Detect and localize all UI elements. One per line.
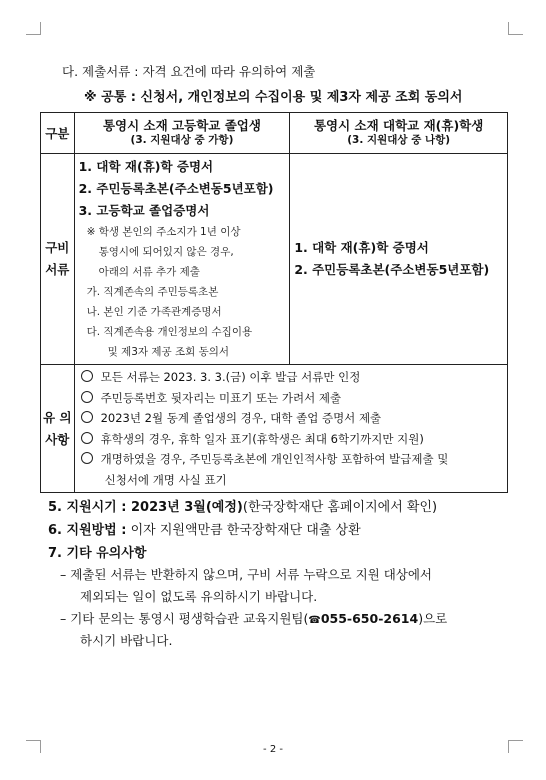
detail-1-line-2: 제외되는 일이 없도록 유의하시기 바랍니다. xyxy=(80,589,318,604)
header-category: 구분 xyxy=(41,113,75,154)
header-highschool-grads xyxy=(74,113,290,154)
doc-sub-item: 가. 직계존속의 주민등록초본 xyxy=(86,286,219,298)
table-header-row xyxy=(41,113,508,154)
circle-bullet-icon xyxy=(81,452,93,464)
doc-note-line: 아래의 서류 추가 제출 xyxy=(98,266,200,278)
section-6-text: 이자 지원액만큼 한국장학재단 대출 상환 xyxy=(130,523,361,538)
notes-label-line2: 사항 xyxy=(45,431,70,447)
doc-item: 1. 대학 재(휴)학 증명서 xyxy=(294,240,429,255)
doc-item: 2. 주민등록초본(주소변동5년포함) xyxy=(78,181,274,196)
doc-note-line: ※ 학생 본인의 주소지가 1년 이상 xyxy=(86,226,241,238)
circle-bullet-icon xyxy=(81,411,93,423)
note-item xyxy=(75,367,507,388)
note-continuation: 신청서에 개명 사실 표기 xyxy=(104,472,227,487)
note-text: 개명하였을 경우, 주민등록초본에 개인인적사항 포함하여 발급제출 및 xyxy=(100,452,449,466)
required-docs-label-line1: 구비 xyxy=(45,240,70,255)
crop-mark-top-left xyxy=(26,22,41,35)
required-docs-label-line2: 서류 xyxy=(45,262,70,277)
section-5-label: 5. 지원시기 : 2023년 3월(예정) xyxy=(48,500,243,515)
detail-1-line-1: – 제출된 서류는 반환하지 않으며, 구비 서류 누락으로 지원 대상에서 xyxy=(60,567,433,582)
highschool-docs-cell xyxy=(74,154,290,365)
university-docs-cell xyxy=(290,154,508,365)
doc-sub-item: 다. 직계존속용 개인정보의 수집이용 xyxy=(86,326,253,338)
section-5-support-timing xyxy=(48,496,437,515)
header-university-students xyxy=(290,113,508,154)
notes-row xyxy=(41,365,508,493)
doc-item: 1. 대학 재(휴)학 증명서 xyxy=(78,159,214,174)
detail-2-suffix: )으로 xyxy=(418,611,448,626)
section-6-support-method xyxy=(48,519,361,538)
contact-phone-number: 055-650-2614 xyxy=(320,611,419,626)
doc-note-line: 통영시에 되어있지 않은 경우, xyxy=(98,246,234,258)
section-6-label: 6. 지원방법 : xyxy=(48,523,127,538)
note-text: 모든 서류는 2023. 3. 3.(금) 이후 발급 서류만 인정 xyxy=(100,370,361,384)
section-7-other-notes: 7. 기타 유의사항 xyxy=(48,546,147,561)
notes-label-line1: 유 의 xyxy=(43,409,72,425)
header-highschool-sub: (3. 지원대상 중 가항) xyxy=(130,134,234,146)
note-text: 2023년 2월 동계 졸업생의 경우, 대학 졸업 증명서 제출 xyxy=(100,411,382,425)
requirements-table xyxy=(40,112,508,493)
detail-2-line-1 xyxy=(60,609,447,627)
circle-bullet-icon xyxy=(81,432,93,444)
circle-bullet-icon xyxy=(81,370,93,382)
doc-sub-item: 및 제3자 제공 조회 동의서 xyxy=(107,346,230,358)
note-item xyxy=(75,388,507,409)
note-item xyxy=(75,429,507,450)
detail-2-prefix: – 기타 문의는 통영시 평생학습관 교육지원팀( xyxy=(60,611,309,626)
note-text: 주민등록번호 뒷자리는 미표기 또는 가려서 제출 xyxy=(100,390,342,405)
section-5-text: (한국장학재단 홈페이지에서 확인) xyxy=(242,500,438,515)
item-c-submission-docs: 다. 제출서류 : 자격 요건에 따라 유의하여 제출 xyxy=(62,64,316,79)
header-university-sub: (3. 지원대상 중 나항) xyxy=(347,134,451,146)
note-item xyxy=(75,449,507,470)
notes-cell xyxy=(74,365,507,493)
note-item xyxy=(75,408,507,429)
doc-item: 3. 고등학교 졸업증명서 xyxy=(78,203,210,218)
doc-sub-item: 나. 본인 기준 가족관계증명서 xyxy=(86,306,222,318)
crop-mark-top-right xyxy=(508,22,523,35)
note-text: 휴학생의 경우, 휴학 일자 표기(휴학생은 최대 6학기까지만 지원) xyxy=(100,431,424,446)
required-docs-row xyxy=(41,154,508,365)
phone-icon: ☎ xyxy=(308,615,321,626)
notes-label xyxy=(41,365,75,493)
header-university-title: 통영시 소재 대학교 재(휴)학생 xyxy=(313,118,484,133)
detail-2-line-2: 하시기 바랍니다. xyxy=(80,633,173,648)
header-highschool-title: 통영시 소재 고등학교 졸업생 xyxy=(102,118,261,133)
common-docs-note: ※ 공통 : 신청서, 개인정보의 수집이용 및 제3자 제공 조회 동의서 xyxy=(84,90,463,105)
doc-item: 2. 주민등록초본(주소변동5년포함) xyxy=(294,262,490,277)
circle-bullet-icon xyxy=(81,391,93,403)
page-number: - 2 - xyxy=(263,744,283,755)
required-docs-label xyxy=(41,154,75,365)
